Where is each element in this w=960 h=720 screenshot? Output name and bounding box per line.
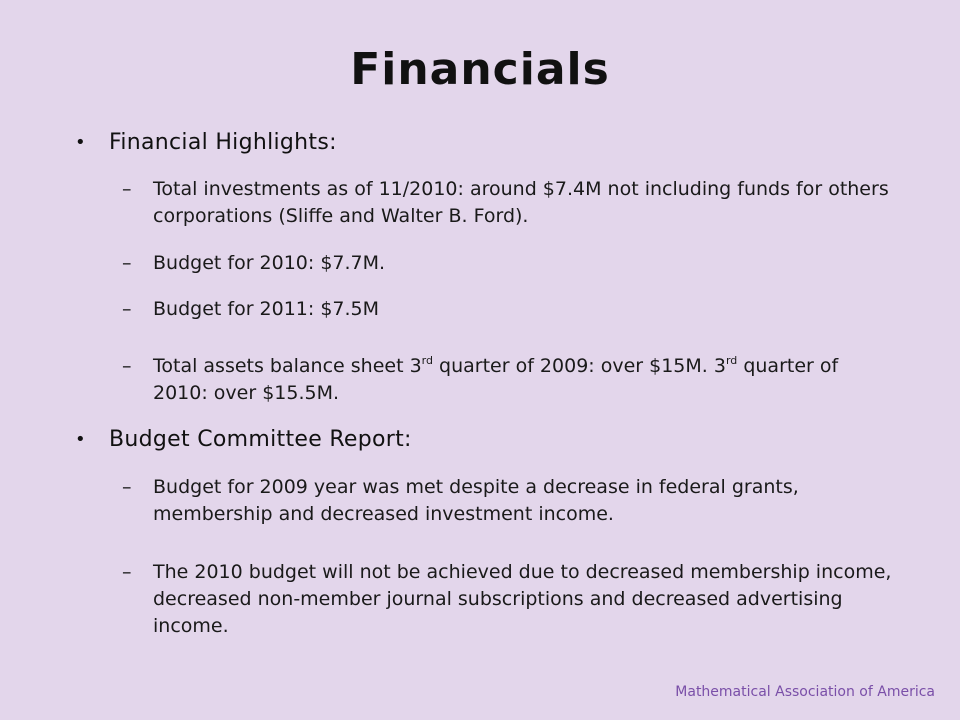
slide-title: Financials bbox=[350, 44, 610, 95]
dash-icon: – bbox=[122, 561, 132, 583]
sub-item bbox=[122, 353, 892, 407]
dash-icon: – bbox=[122, 252, 132, 274]
dash-icon: – bbox=[122, 178, 132, 200]
sub-item-text: Budget for 2010: $7.7M. bbox=[153, 252, 386, 274]
dash-icon: – bbox=[122, 355, 132, 377]
sub-item bbox=[122, 559, 892, 640]
dash-icon: – bbox=[122, 476, 132, 498]
sub-item bbox=[122, 296, 892, 323]
sub-item-text: Total assets balance sheet 3rd quarter of 2009: over $15M. 3rd quarter of 2010: over $15.5M. bbox=[153, 354, 839, 404]
sub-item bbox=[122, 474, 892, 528]
sub-item-text: Budget for 2009 year was met despite a decrease in federal grants, membership and decreased investment income. bbox=[153, 476, 799, 525]
bullet-budget-committee bbox=[75, 426, 412, 454]
bullet-icon: • bbox=[75, 429, 86, 450]
dash-icon: – bbox=[122, 298, 132, 320]
sub-item-text: Budget for 2011: $7.5M bbox=[153, 298, 380, 320]
section-heading: Budget Committee Report: bbox=[109, 427, 412, 452]
footer-organization: Mathematical Association of America bbox=[675, 684, 935, 700]
sub-item-text: The 2010 budget will not be achieved due to decreased membership income, decreased non-member journal subscriptions and decreased advertising income. bbox=[153, 561, 892, 637]
bullet-financial-highlights bbox=[75, 129, 337, 157]
bullet-icon: • bbox=[75, 132, 86, 153]
section-heading: Financial Highlights: bbox=[109, 130, 337, 155]
sub-item bbox=[122, 176, 892, 230]
sub-item bbox=[122, 250, 892, 277]
sub-item-text: Total investments as of 11/2010: around $7.4M not including funds for others corporations (Sliffe and Walter B. Ford). bbox=[153, 178, 889, 227]
